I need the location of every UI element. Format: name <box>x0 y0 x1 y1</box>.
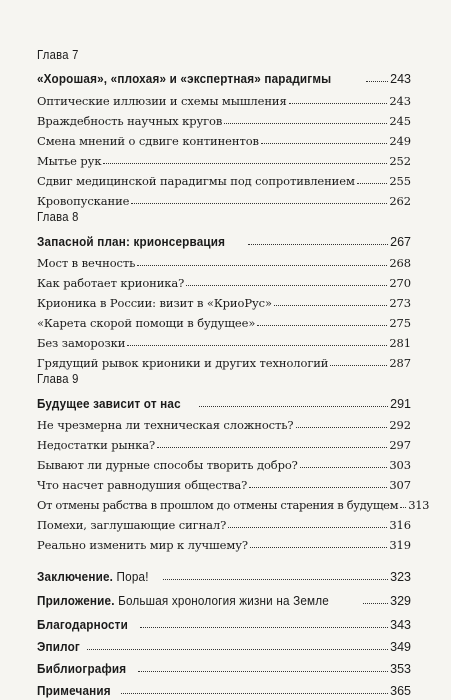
entry-title: Смена мнений о сдвиге континентов <box>37 134 259 148</box>
entry-title-bold: Благодарности <box>37 617 128 632</box>
dot-leader <box>163 579 388 580</box>
entry-title: «Карета скорой помощи в будущее» <box>37 316 256 330</box>
entry-title: Сдвиг медицинской парадигмы под сопротивлением <box>37 174 355 188</box>
dot-leader <box>363 603 388 604</box>
dot-leader <box>250 547 387 548</box>
page-number: 319 <box>389 538 411 552</box>
entry-title: Помехи, заглушающие сигнал? <box>37 518 227 532</box>
toc-entry <box>37 292 411 310</box>
back-matter-entry <box>37 658 411 676</box>
toc-entry <box>37 252 411 270</box>
dot-leader <box>261 143 387 144</box>
toc-entry <box>37 90 411 108</box>
page-number: 353 <box>390 662 411 676</box>
entry-title: От отмены рабства в прошлом до отмены старения в будущем <box>37 498 399 512</box>
chapter-title: Запасной план: крионсервация <box>37 234 226 249</box>
toc-entry <box>37 352 411 370</box>
dot-leader <box>274 305 387 306</box>
entry-title: Оптические иллюзии и схемы мышления <box>37 94 287 108</box>
chapter-title-row <box>37 231 411 249</box>
entry-title-bold: Библиография <box>37 661 127 676</box>
toc-entry <box>37 474 411 492</box>
dot-leader <box>357 183 388 184</box>
dot-leader <box>400 507 406 508</box>
chapter-title-row <box>37 393 411 411</box>
entry-title-bold: Эпилог <box>37 639 80 654</box>
entry-title: Недостатки рынка? <box>37 438 156 452</box>
toc-entry <box>37 414 411 432</box>
dot-leader <box>300 467 388 468</box>
page-number: 255 <box>389 174 411 188</box>
page-number: 243 <box>390 72 411 86</box>
page-number: 307 <box>389 478 411 492</box>
back-matter-entry <box>37 680 411 698</box>
dot-leader <box>330 365 387 366</box>
chapter-label: Глава 9 <box>37 372 79 386</box>
entry-title-bold: Заключение. <box>37 569 114 584</box>
chapter-title: Будущее зависит от нас <box>37 396 181 411</box>
toc-entry <box>37 190 411 208</box>
entry-title-bold: Приложение. <box>37 593 115 608</box>
page-number: 287 <box>389 356 411 370</box>
back-matter-entry <box>37 614 411 632</box>
entry-title: Кровопускание <box>37 194 130 208</box>
entry-title: Мост в вечность <box>37 256 136 270</box>
page-number: 268 <box>389 256 411 270</box>
dot-leader <box>366 81 388 82</box>
toc-entry <box>37 170 411 188</box>
dot-leader <box>289 103 388 104</box>
dot-leader <box>296 427 388 428</box>
page-number: 292 <box>389 418 411 432</box>
page-number: 365 <box>390 684 411 698</box>
page-number: 243 <box>389 94 411 108</box>
chapter-label: Глава 7 <box>37 48 79 62</box>
page-number: 291 <box>390 397 411 411</box>
entry-title: Мытье рук <box>37 154 102 168</box>
page-number: 303 <box>389 458 411 472</box>
toc-entry <box>37 514 411 532</box>
toc-entry <box>37 130 411 148</box>
page-number: 329 <box>390 594 411 608</box>
dot-leader <box>224 123 387 124</box>
dot-leader <box>199 406 388 407</box>
page-number: 249 <box>389 134 411 148</box>
chapter-label: Глава 8 <box>37 210 79 224</box>
back-matter-entry <box>37 590 411 608</box>
dot-leader <box>127 345 387 346</box>
dot-leader <box>249 487 387 488</box>
dot-leader <box>131 203 387 204</box>
toc-entry <box>37 312 411 330</box>
entry-title: Не чрезмерна ли техническая сложность? <box>37 418 294 432</box>
entry-title: Что насчет равнодушия общества? <box>37 478 248 492</box>
toc-entry <box>37 534 411 552</box>
toc-entry <box>37 272 411 290</box>
chapter-title: «Хорошая», «плохая» и «экспертная» парадигмы <box>37 71 332 86</box>
page-number: 262 <box>389 194 411 208</box>
dot-leader <box>87 649 388 650</box>
entry-title: Бывают ли дурные способы творить добро? <box>37 458 298 472</box>
page-number: 275 <box>389 316 411 330</box>
entry-title: Грядущий рывок крионики и других технологий <box>37 356 329 370</box>
entry-title: Реально изменить мир к лучшему? <box>37 538 248 552</box>
page-number: 252 <box>389 154 411 168</box>
page-number: 273 <box>389 296 411 310</box>
entry-title: Крионика в России: визит в «КриоРус» <box>37 296 272 310</box>
back-matter-entry <box>37 566 411 584</box>
page-number: 316 <box>389 518 411 532</box>
toc-entry <box>37 110 411 128</box>
chapter-title-row <box>37 68 411 86</box>
dot-leader <box>103 163 387 164</box>
page-number: 323 <box>390 570 411 584</box>
dot-leader <box>248 244 388 245</box>
toc-entry <box>37 494 430 512</box>
dot-leader <box>140 627 388 628</box>
page-number: 349 <box>390 640 411 654</box>
entry-title-rest: Большая хронология жизни на Земле <box>114 593 329 608</box>
page-number: 297 <box>389 438 411 452</box>
dot-leader <box>137 265 387 266</box>
dot-leader <box>228 527 387 528</box>
dot-leader <box>121 693 388 694</box>
dot-leader <box>138 671 388 672</box>
page-number: 245 <box>389 114 411 128</box>
entry-title: Без заморозки <box>37 336 126 350</box>
entry-title: Как работает крионика? <box>37 276 185 290</box>
dot-leader <box>257 325 387 326</box>
dot-leader <box>157 447 387 448</box>
entry-title-bold: Примечания <box>37 683 111 698</box>
page-number: 313 <box>408 498 430 512</box>
page-number: 270 <box>389 276 411 290</box>
entry-title-rest: Пора! <box>113 569 149 584</box>
page-number: 267 <box>390 235 411 249</box>
toc-entry <box>37 150 411 168</box>
toc-entry <box>37 332 411 350</box>
page-number: 281 <box>389 336 411 350</box>
toc-entry <box>37 454 411 472</box>
toc-entry <box>37 434 411 452</box>
dot-leader <box>186 285 387 286</box>
page-number: 343 <box>390 618 411 632</box>
back-matter-entry <box>37 636 411 654</box>
entry-title: Враждебность научных кругов <box>37 114 223 128</box>
